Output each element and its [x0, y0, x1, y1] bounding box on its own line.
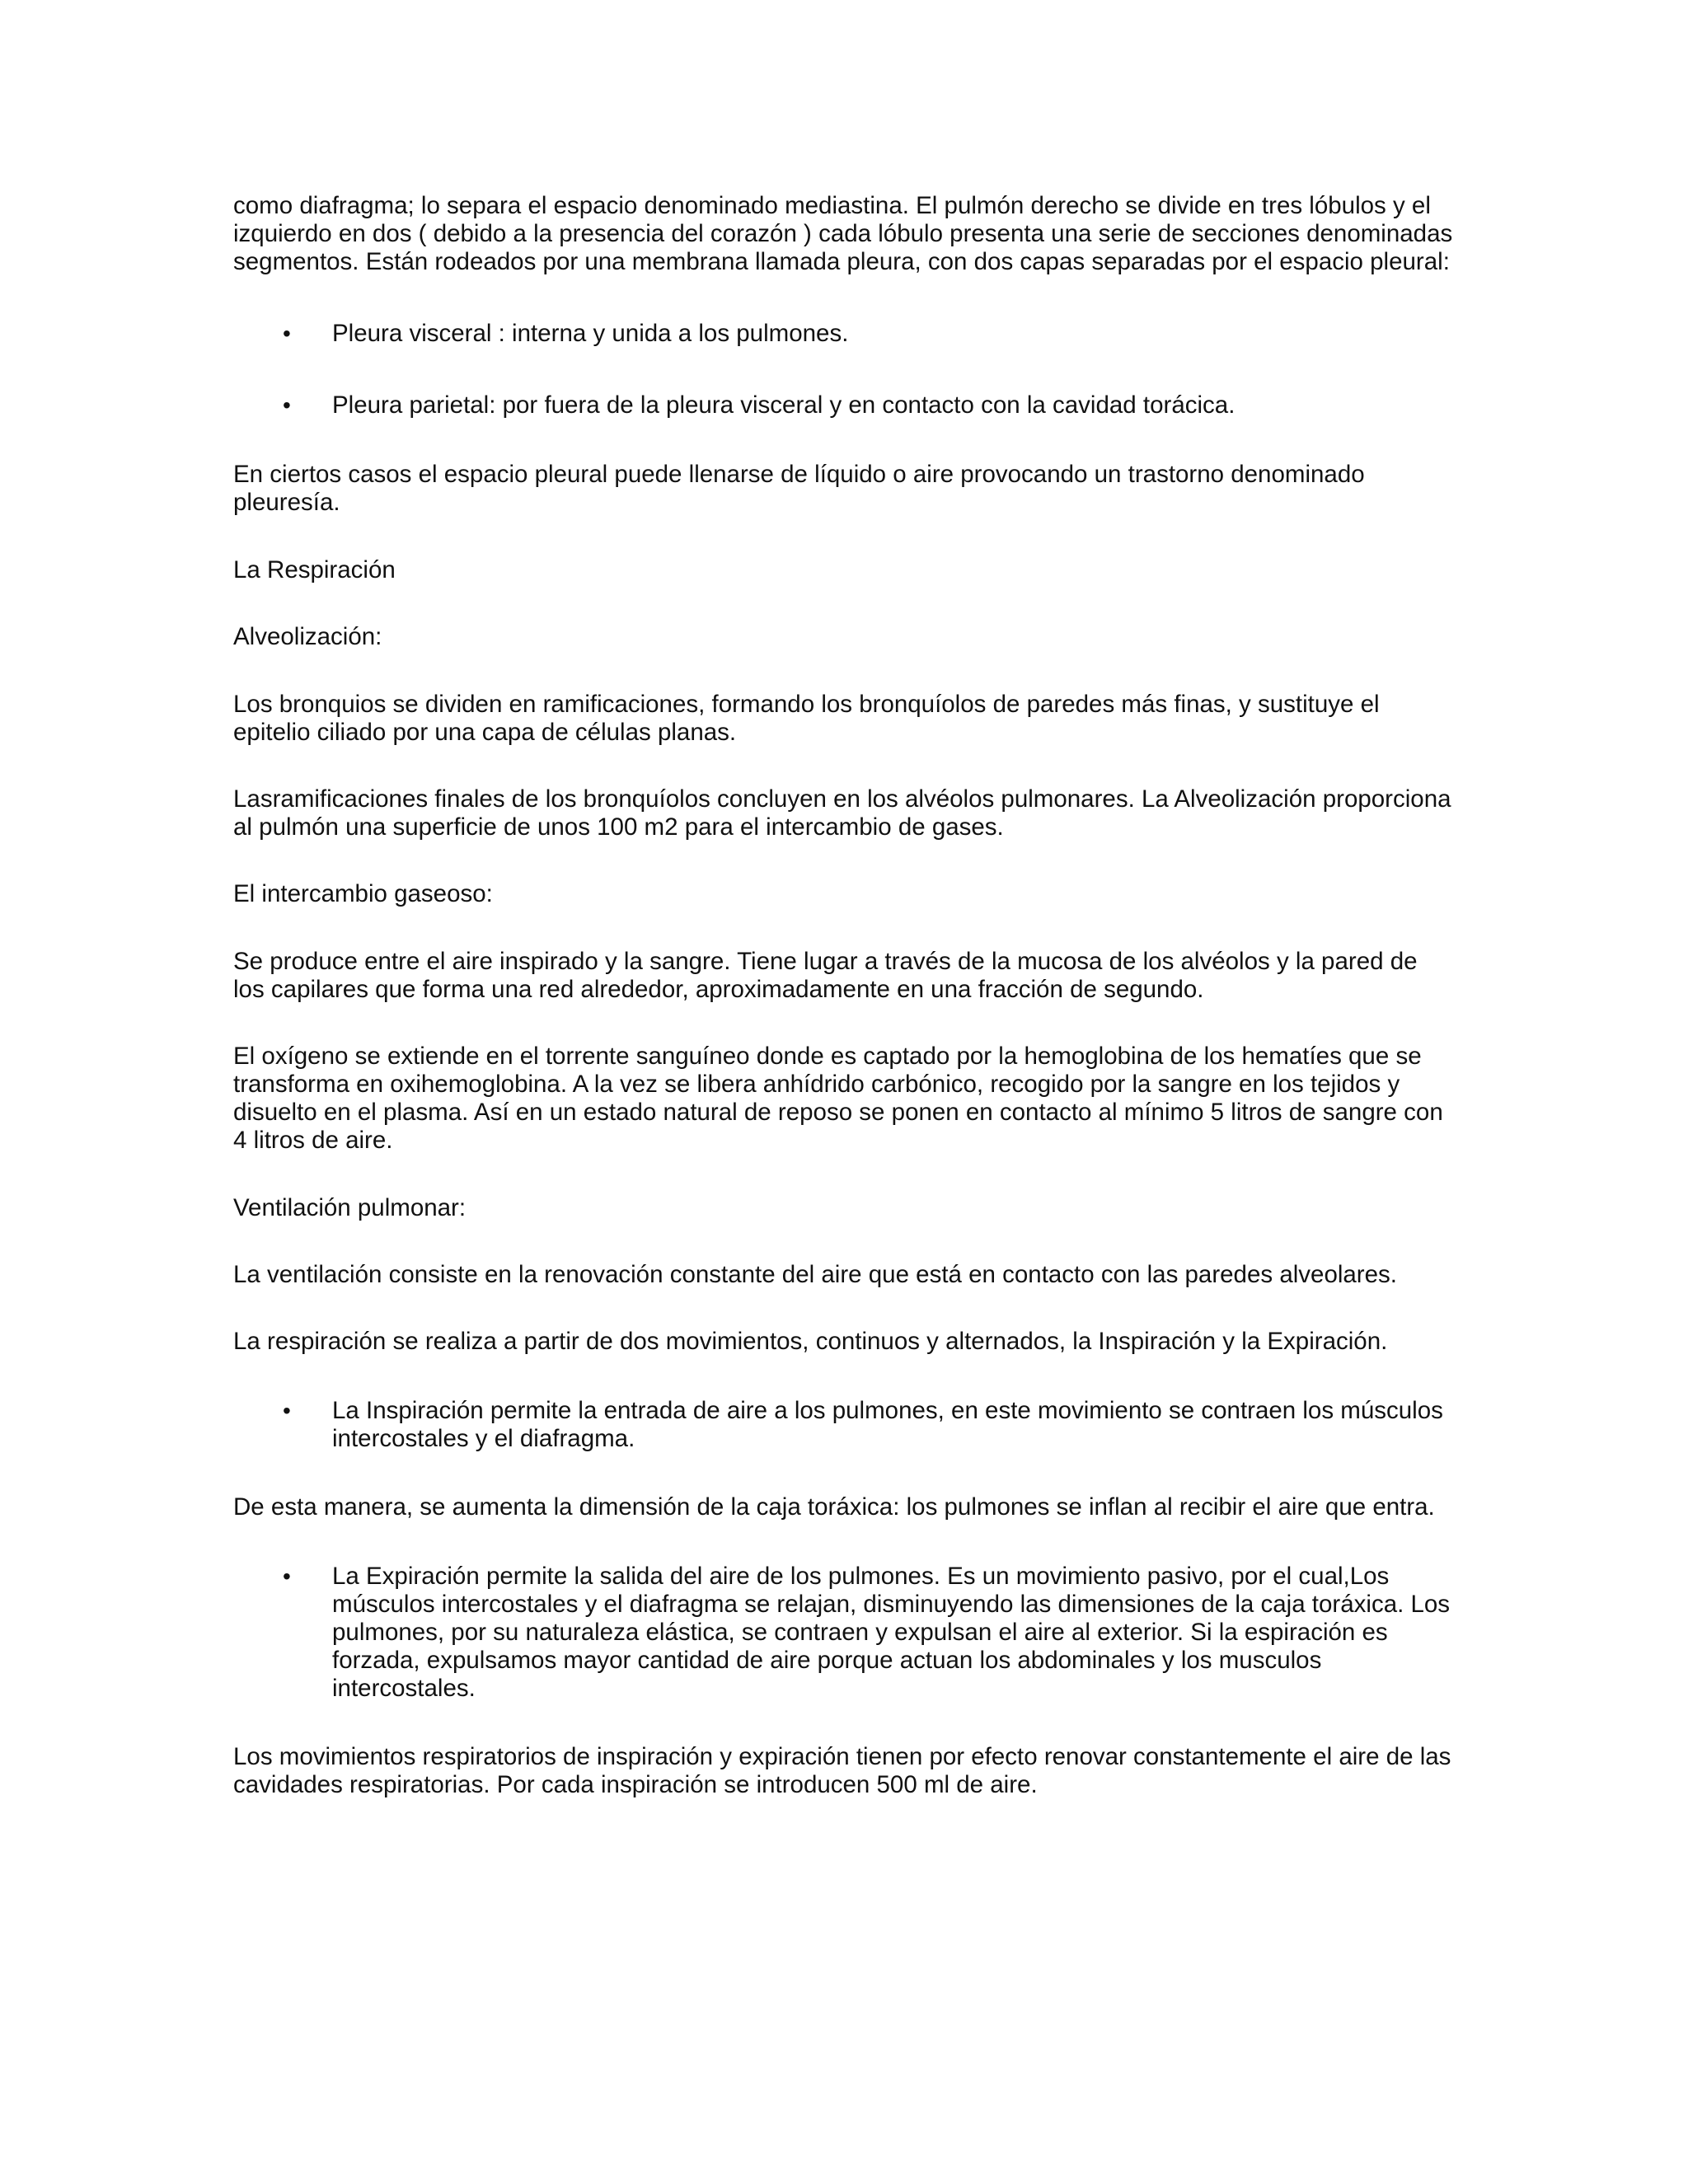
bullet-item-inspiracion: [233, 1397, 1453, 1453]
heading-respiracion: La Respiración: [233, 556, 396, 583]
paragraph-oxigeno: El oxígeno se extiende en el torrente sanguíneo donde es captado por la hemoglobina de los hematíes que se transforma en oxihemoglobina. A la vez se libera anhídrido carbónico, recogido por la sangre en los tejidos y disuelto en el plasma. Así en un estado natural de reposo se ponen en contacto al mínimo 5 litros de sangre con 4 litros de aire.: [233, 1043, 1443, 1154]
bullet-item-expiracion: [233, 1563, 1453, 1703]
paragraph-ramificaciones: Lasramificaciones finales de los bronquíolos concluyen en los alvéolos pulmonares. La Alveolización proporciona al pulmón una superficie de unos 100 m2 para el intercambio de gases.: [233, 785, 1451, 841]
bullet-icon: •: [283, 392, 291, 418]
paragraph-pleuresia: En ciertos casos el espacio pleural puede llenarse de líquido o aire provocando un trastorno denominado pleuresía.: [233, 461, 1365, 516]
paragraph-intro: como diafragma; lo separa el espacio denominado mediastina. El pulmón derecho se divide en tres lóbulos y el izquierdo en dos ( debido a la presencia del corazón ) cada lóbulo presenta una serie de secciones denominadas segmentos. Están rodeados por una membrana llamada pleura, con dos capas separadas por el espacio pleural:: [233, 192, 1453, 275]
heading-alveolizacion: Alveolización:: [233, 623, 382, 650]
bullet-item-pleura-visceral: [233, 320, 1453, 348]
paragraph-bronquios: Los bronquios se dividen en ramificaciones, formando los bronquíolos de paredes más finas, y sustituye el epitelio ciliado por una capa de células planas.: [233, 691, 1380, 746]
bullet-icon: •: [283, 321, 291, 346]
bullet-text: Pleura visceral : interna y unida a los pulmones.: [332, 320, 849, 347]
heading-ventilacion: Ventilación pulmonar:: [233, 1194, 467, 1221]
bullet-icon: •: [283, 1398, 291, 1423]
paragraph-ventilacion: La ventilación consiste en la renovación constante del aire que está en contacto con las paredes alveolares.: [233, 1261, 1397, 1288]
paragraph-final: Los movimientos respiratorios de inspiración y expiración tienen por efecto renovar constantemente el aire de las cavidades respiratorias. Por cada inspiración se introducen 500 ml de aire.: [233, 1743, 1451, 1798]
heading-intercambio: El intercambio gaseoso:: [233, 880, 493, 907]
document-body: [233, 192, 1453, 1799]
bullet-icon: •: [283, 1563, 291, 1589]
bullet-item-pleura-parietal: [233, 391, 1453, 419]
paragraph-movimientos: La respiración se realiza a partir de dos movimientos, continuos y alternados, la Inspiración y la Expiración.: [233, 1328, 1388, 1355]
bullet-text: La Expiración permite la salida del aire de los pulmones. Es un movimiento pasivo, por el cual,Los músculos intercostales y el diafragma se relajan, disminuyendo las dimensiones de la caja toráxica. Los pulmones, por su naturaleza elástica, se contraen y expulsan el aire al exterior. Si la espiración es forzada, expulsamos mayor cantidad de aire porque actuan los abdominales y los musculos intercostales.: [332, 1563, 1451, 1702]
bullet-text: Pleura parietal: por fuera de la pleura visceral y en contacto con la cavidad torácica.: [332, 391, 1236, 419]
paragraph-caja-toraxica: De esta manera, se aumenta la dimensión de la caja toráxica: los pulmones se inflan al recibir el aire que entra.: [233, 1493, 1435, 1521]
paragraph-se-produce: Se produce entre el aire inspirado y la sangre. Tiene lugar a través de la mucosa de los alvéolos y la pared de los capilares que forma una red alrededor, aproximadamente en una fracción de segundo.: [233, 948, 1418, 1003]
bullet-text: La Inspiración permite la entrada de aire a los pulmones, en este movimiento se contraen los músculos intercostales y el diafragma.: [332, 1397, 1443, 1452]
